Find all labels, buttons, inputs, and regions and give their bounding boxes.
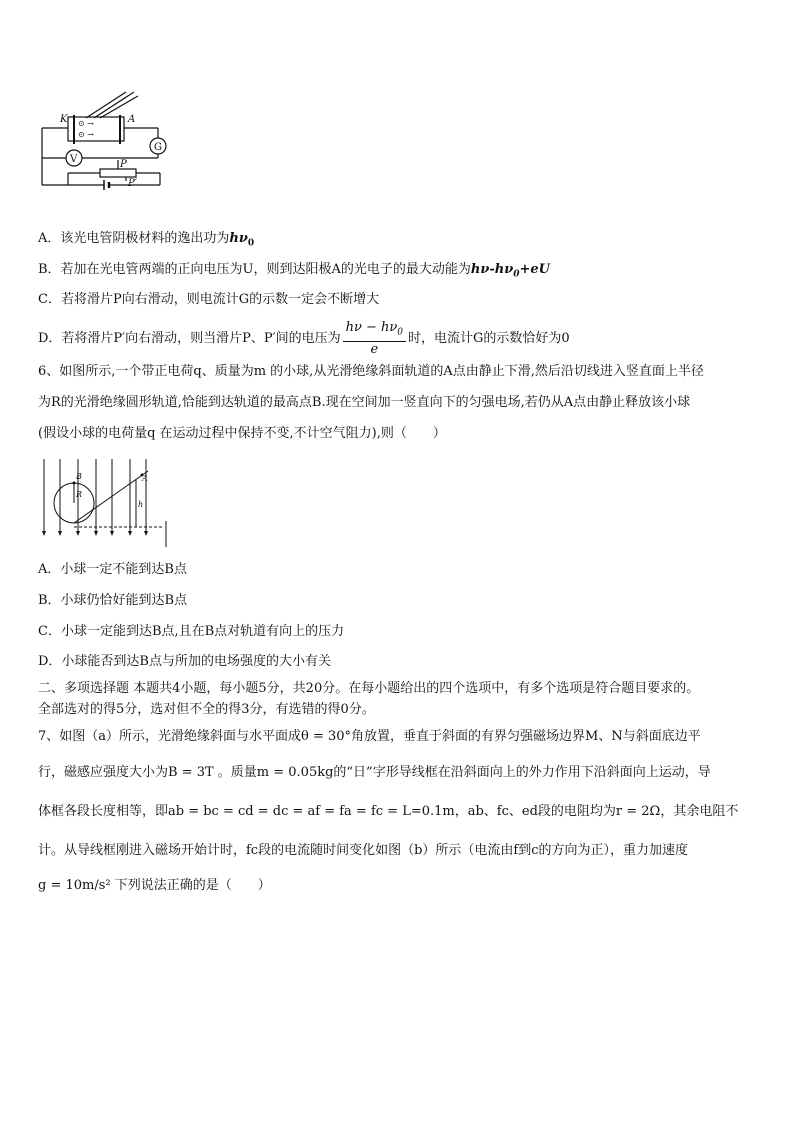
q6-option-a: A．小球一定不能到达B点: [38, 562, 187, 577]
voltmeter-label: V: [70, 154, 78, 165]
q5-option-d: D．若将滑片P′向右滑动，则当滑片P、P′间的电压为 $\frac{h\nu - h\nu_0}{e}$ 时，电流计G的示数恰好为0: [38, 320, 570, 357]
slider-p-label: P: [120, 159, 127, 170]
voltage-fraction: $\frac{h\nu - h\nu_0}{e}$: [343, 320, 406, 357]
section2-heading-line2: 全部选对的得5分，选对但不全的得3分，有选错的得0分。: [38, 702, 375, 717]
q6-stem-line2: 为R的光滑绝缘圆形轨道,恰能到达轨道的最高点B.现在空间加一竖直向下的匀强电场,若仍从A点由静止释放该小球: [38, 395, 691, 410]
photocell-circuit-figure: [38, 88, 188, 194]
q7-stem-line3: 体框各段长度相等，即ab = bc = cd = dc = af = fa = fc = L=0.1m，ab、fc、ed段的电阻均为r = 2Ω，其余电阻不: [38, 804, 739, 819]
anode-label: A: [128, 114, 136, 125]
q7-stem-line1: 7、如图（a）所示，光滑绝缘斜面与水平面成θ = 30°角放置，垂直于斜面的有界匀强磁场边界M、N与斜面底边平: [38, 729, 701, 744]
height-label: h: [138, 500, 144, 509]
cathode-label: K: [60, 114, 68, 125]
section2-heading-line1: 二、多项选择题 本题共4小题，每小题5分，共20分。在每小题给出的四个选项中，有多个选项是符合题目要求的。: [38, 681, 700, 696]
galvanometer-label: G: [154, 142, 162, 153]
q7-stem-line2: 行，磁感应强度大小为B = 3T 。质量m = 0.05kg的“日”字形导线框在沿斜面向上的外力作用下沿斜面向上运动，导: [38, 765, 711, 780]
q5-option-b: B．若加在光电管两端的正向电压为U，则到达阳极A的光电子的最大动能为$h\nu-h\nu_0+eU$: [38, 262, 551, 280]
q5-option-a: A．该光电管阴极材料的逸出功为$h\nu_0$: [38, 231, 255, 249]
point-a-label: A: [142, 474, 148, 483]
q6-option-d: D．小球能否到达B点与所加的电场强度的大小有关: [38, 654, 331, 669]
point-b-label: B: [76, 472, 82, 481]
radius-label: R: [76, 490, 83, 499]
q6-stem-line3: (假设小球的电荷量q 在运动过程中保持不变,不计空气阻力),则（ ）: [38, 426, 446, 441]
slider-p-prime-label: P′: [128, 178, 137, 189]
q7-stem-line5: g = 10m/s² 下列说法正确的是（ ）: [38, 878, 271, 893]
q6-option-b: B．小球仍恰好能到达B点: [38, 593, 188, 608]
q6-option-c: C．小球一定能到达B点,且在B点对轨道有向上的压力: [38, 624, 345, 639]
svg-text:⊙ →: ⊙ →: [78, 130, 94, 139]
q6-stem-line1: 6、如图所示,一个带正电荷q、质量为m 的小球,从光滑绝缘斜面轨道的A点由静止下滑,然后沿切线进入竖直面上半径: [38, 364, 704, 379]
q5-option-c: C．若将滑片P向右滑动，则电流计G的示数一定会不断增大: [38, 292, 380, 307]
svg-text:⊙ →: ⊙ →: [78, 119, 94, 128]
loop-track-figure: [38, 455, 170, 549]
q7-stem-line4: 计。从导线框刚进入磁场开始计时，fc段的电流随时间变化如图（b）所示（电流由f到c的方向为正），重力加速度: [38, 843, 689, 858]
